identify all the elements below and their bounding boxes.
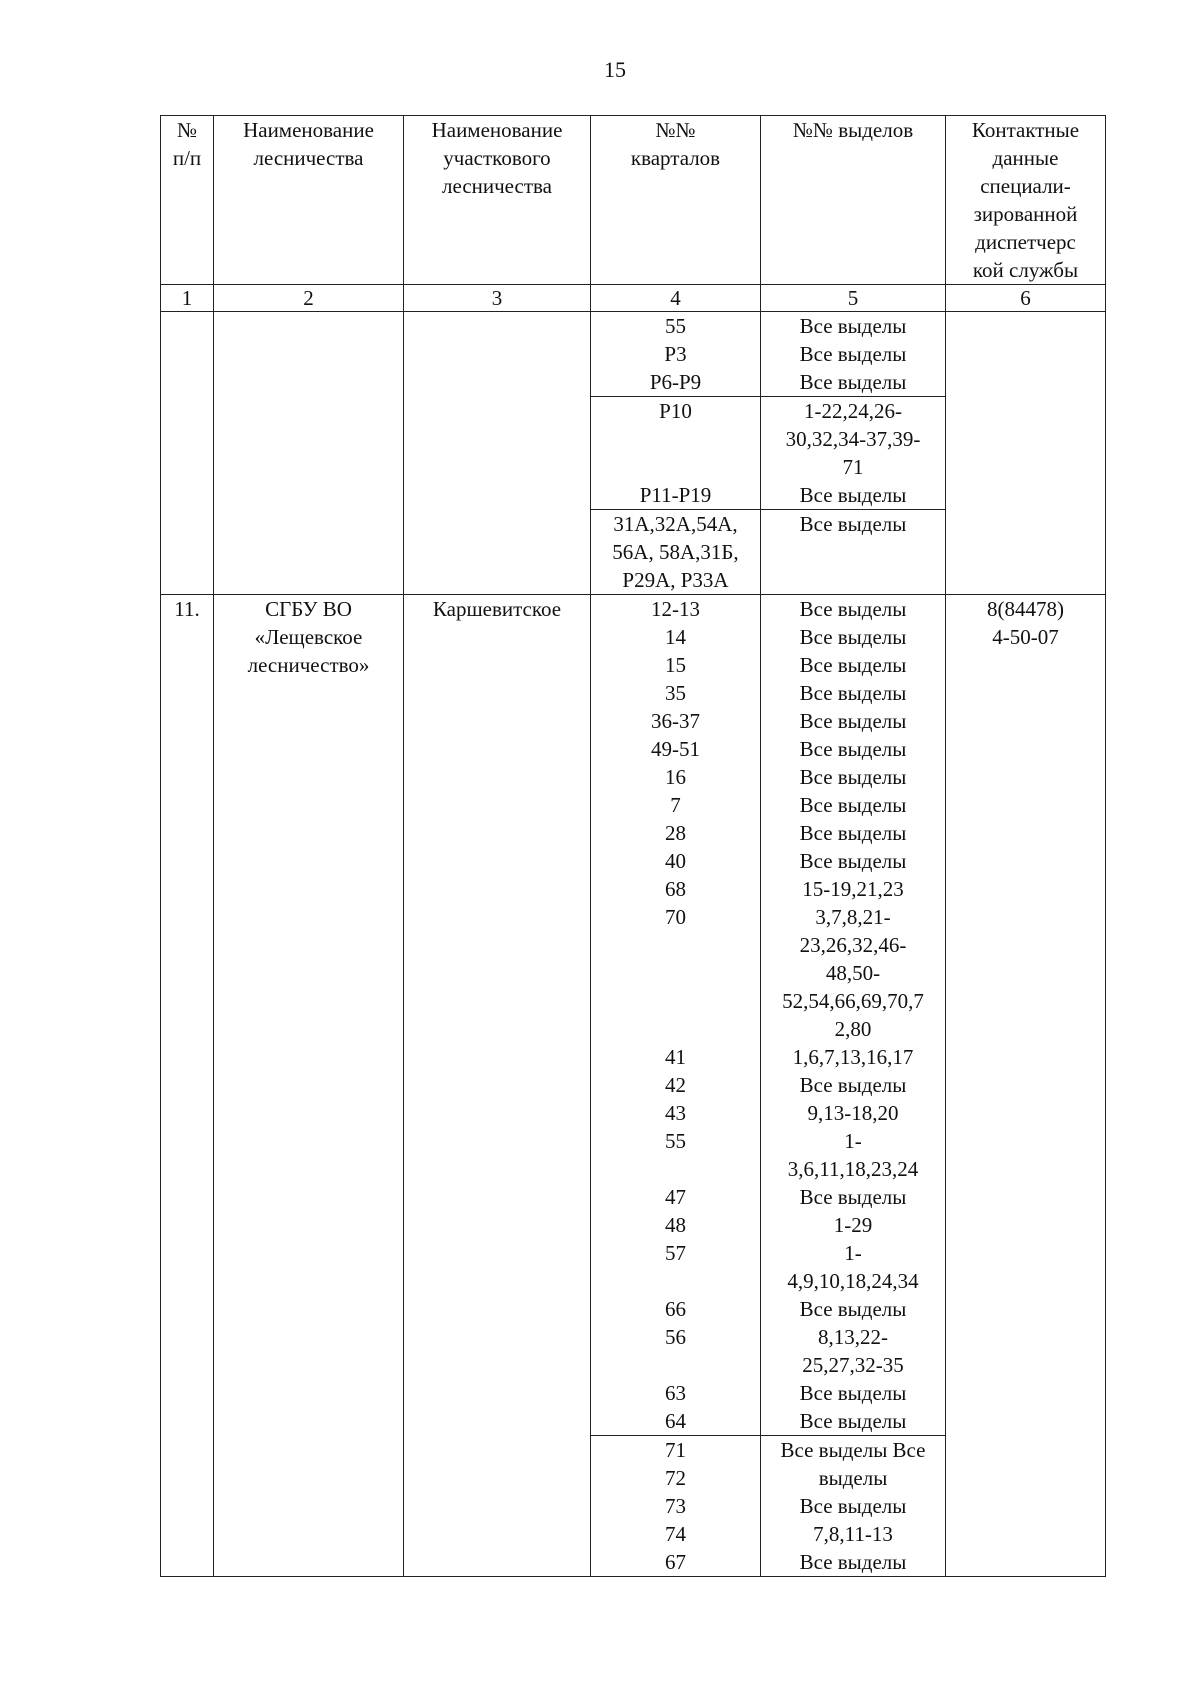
- quarter-number: 64: [665, 1409, 686, 1433]
- quarter-number: 68: [665, 877, 686, 901]
- column-number: 4: [591, 285, 761, 312]
- header-cell: [161, 116, 214, 285]
- quarter-number: 71: [665, 1438, 686, 1462]
- plot-spacer: [765, 538, 941, 566]
- quarter-number: 48: [665, 1213, 686, 1237]
- quarter-number: 12-13: [651, 597, 700, 621]
- header-line: лесничества: [253, 146, 364, 170]
- header-line: Наименование: [243, 118, 374, 142]
- quarter-number: 56А, 58А,31Б,: [612, 540, 739, 564]
- plot-numbers: 15-19,21,23: [802, 877, 904, 901]
- plot-numbers: 1-: [844, 1241, 862, 1265]
- plot-numbers: Все выделы: [799, 821, 907, 845]
- entry-number: 11.: [161, 595, 214, 1577]
- plot-numbers: 25,27,32-35: [802, 1353, 904, 1377]
- number-cell: [161, 312, 214, 595]
- district-cell: [404, 312, 591, 595]
- quarter-number: 40: [665, 849, 686, 873]
- quarter-number: 35: [665, 681, 686, 705]
- quarter-number: 49-51: [651, 737, 700, 761]
- quarter-number: 31А,32А,54А,: [613, 512, 738, 536]
- plot-numbers: 7,8,11-13: [813, 1522, 893, 1546]
- header-line: п/п: [172, 146, 202, 170]
- forestry-name: [214, 595, 404, 1577]
- plot-numbers: 1-22,24,26-: [804, 399, 902, 423]
- quarter-number: Р10: [659, 399, 692, 423]
- quarters-cell: [591, 1436, 761, 1577]
- plot-numbers: Все выделы: [799, 849, 907, 873]
- plot-numbers: 1,6,7,13,16,17: [792, 1045, 914, 1069]
- quarter-number: 66: [665, 1297, 686, 1321]
- plot-numbers: 71: [842, 455, 864, 479]
- header-line: №№ выделов: [792, 118, 914, 142]
- quarter-number: 14: [665, 625, 686, 649]
- district-name: Каршевитское: [404, 595, 591, 1577]
- header-cell: [946, 116, 1106, 285]
- quarter-number: 73: [665, 1494, 686, 1518]
- header-line: кварталов: [630, 146, 721, 170]
- plot-spacer: [765, 566, 941, 594]
- quarters-cell: [591, 312, 761, 397]
- plot-numbers: Все выделы: [799, 483, 907, 507]
- plot-numbers: Все выделы: [799, 512, 907, 536]
- column-number: 2: [214, 285, 404, 312]
- plot-numbers: Все выделы: [799, 370, 907, 394]
- plot-numbers: Все выделы Все: [780, 1438, 926, 1462]
- plot-numbers: Все выделы: [799, 342, 907, 366]
- plot-numbers: Все выделы: [799, 1381, 907, 1405]
- quarter-number: Р29А, Р33А: [622, 568, 729, 592]
- plot-numbers: Все выделы: [799, 1073, 907, 1097]
- column-number: 5: [761, 285, 946, 312]
- header-row: [161, 116, 1106, 285]
- quarter-spacer: [595, 1015, 756, 1043]
- quarter-spacer: [595, 931, 756, 959]
- forestry-name-line: лесничество»: [247, 653, 370, 677]
- quarter-number: 28: [665, 821, 686, 845]
- quarter-spacer: [595, 1267, 756, 1295]
- plot-numbers: Все выделы: [799, 737, 907, 761]
- quarter-spacer: [595, 1155, 756, 1183]
- column-number-row: [161, 285, 1106, 312]
- plot-numbers: Все выделы: [799, 1494, 907, 1518]
- plot-numbers: Все выделы: [799, 597, 907, 621]
- plot-numbers: Все выделы: [799, 653, 907, 677]
- quarters-cell: [591, 510, 761, 595]
- plot-numbers: 3,7,8,21-: [815, 905, 891, 929]
- header-line: участкового: [443, 146, 551, 170]
- table-row: [161, 312, 1106, 397]
- plot-numbers: 2,80: [834, 1017, 872, 1041]
- quarter-number: 63: [665, 1381, 686, 1405]
- plot-numbers: 30,32,34-37,39-: [785, 427, 921, 451]
- header-line: зированной: [973, 202, 1078, 226]
- plot-numbers: Все выделы: [799, 625, 907, 649]
- quarter-spacer: [595, 1351, 756, 1379]
- header-line: Контактные: [971, 118, 1080, 142]
- quarter-number: 67: [665, 1550, 686, 1574]
- quarter-number: 15: [665, 653, 686, 677]
- contact-info: [946, 595, 1106, 1577]
- contact-line: 4-50-07: [992, 625, 1059, 649]
- header-line: кой службы: [972, 258, 1079, 282]
- plot-numbers: Все выделы: [799, 1185, 907, 1209]
- quarter-number: 43: [665, 1101, 686, 1125]
- plot-numbers: 3,6,11,18,23,24: [787, 1157, 919, 1181]
- quarter-number: Р3: [664, 342, 687, 366]
- quarter-number: 36-37: [651, 709, 700, 733]
- header-line: диспетчерс: [975, 230, 1076, 254]
- plot-numbers: Все выделы: [799, 681, 907, 705]
- quarters-cell: [591, 397, 761, 510]
- plot-numbers: Все выделы: [799, 314, 907, 338]
- page-number: 15: [604, 57, 626, 82]
- contact-line: 8(84478): [987, 597, 1064, 621]
- header-line: данные: [992, 146, 1059, 170]
- plot-numbers: 9,13-18,20: [807, 1101, 899, 1125]
- plot-numbers: 1-: [844, 1129, 862, 1153]
- forestry-cell: [214, 312, 404, 595]
- plot-numbers: Все выделы: [799, 709, 907, 733]
- plot-numbers: выделы: [818, 1466, 888, 1490]
- quarter-number: 47: [665, 1185, 686, 1209]
- quarter-number: Р6-Р9: [649, 370, 702, 394]
- quarters-cell: [591, 595, 761, 1436]
- quarter-spacer: [595, 453, 756, 481]
- quarter-number: 70: [665, 905, 686, 929]
- plot-numbers: Все выделы: [799, 1297, 907, 1321]
- forestry-name-line: «Лещевское: [254, 625, 363, 649]
- plot-numbers: 23,26,32,46-: [799, 933, 907, 957]
- plots-cell: [761, 510, 946, 595]
- plot-numbers: 48,50-: [825, 961, 881, 985]
- column-number: 3: [404, 285, 591, 312]
- contact-cell: [946, 312, 1106, 595]
- quarter-number: 72: [665, 1466, 686, 1490]
- plot-numbers: 8,13,22-: [818, 1325, 888, 1349]
- header-cell: [214, 116, 404, 285]
- header-line: №: [176, 118, 198, 142]
- header-cell: [591, 116, 761, 285]
- quarter-spacer: [595, 959, 756, 987]
- header-cell: [761, 116, 946, 285]
- quarter-number: 57: [665, 1241, 686, 1265]
- plot-numbers: 1-29: [833, 1213, 873, 1237]
- quarter-number: 16: [665, 765, 686, 789]
- plot-numbers: Все выделы: [799, 1409, 907, 1433]
- plots-cell: [761, 595, 946, 1436]
- quarter-number: 41: [665, 1045, 686, 1069]
- quarter-number: 42: [665, 1073, 686, 1097]
- plots-cell: [761, 397, 946, 510]
- header-line: Наименование: [431, 118, 563, 142]
- quarter-number: 74: [665, 1522, 686, 1546]
- table-row: [161, 595, 1106, 1436]
- plot-numbers: 4,9,10,18,24,34: [787, 1269, 919, 1293]
- column-number: 1: [161, 285, 214, 312]
- quarter-number: 55: [665, 314, 686, 338]
- header-line: №№: [655, 118, 696, 142]
- forestry-name-line: СГБУ ВО: [265, 597, 352, 621]
- quarter-number: Р11-Р19: [639, 483, 712, 507]
- header-cell: [404, 116, 591, 285]
- forestry-table: [160, 115, 1106, 1577]
- plots-cell: [761, 1436, 946, 1577]
- column-number: 6: [946, 285, 1106, 312]
- quarter-number: 7: [670, 793, 681, 817]
- quarter-number: 56: [665, 1325, 686, 1349]
- plots-cell: [761, 312, 946, 397]
- plot-numbers: Все выделы: [799, 793, 907, 817]
- plot-numbers: 52,54,66,69,70,7: [782, 989, 924, 1013]
- quarter-spacer: [595, 987, 756, 1015]
- quarter-spacer: [595, 425, 756, 453]
- header-line: лесничества: [442, 174, 552, 198]
- quarter-number: 55: [665, 1129, 686, 1153]
- plot-numbers: Все выделы: [799, 1550, 907, 1574]
- plot-numbers: Все выделы: [799, 765, 907, 789]
- header-line: специали-: [980, 174, 1071, 198]
